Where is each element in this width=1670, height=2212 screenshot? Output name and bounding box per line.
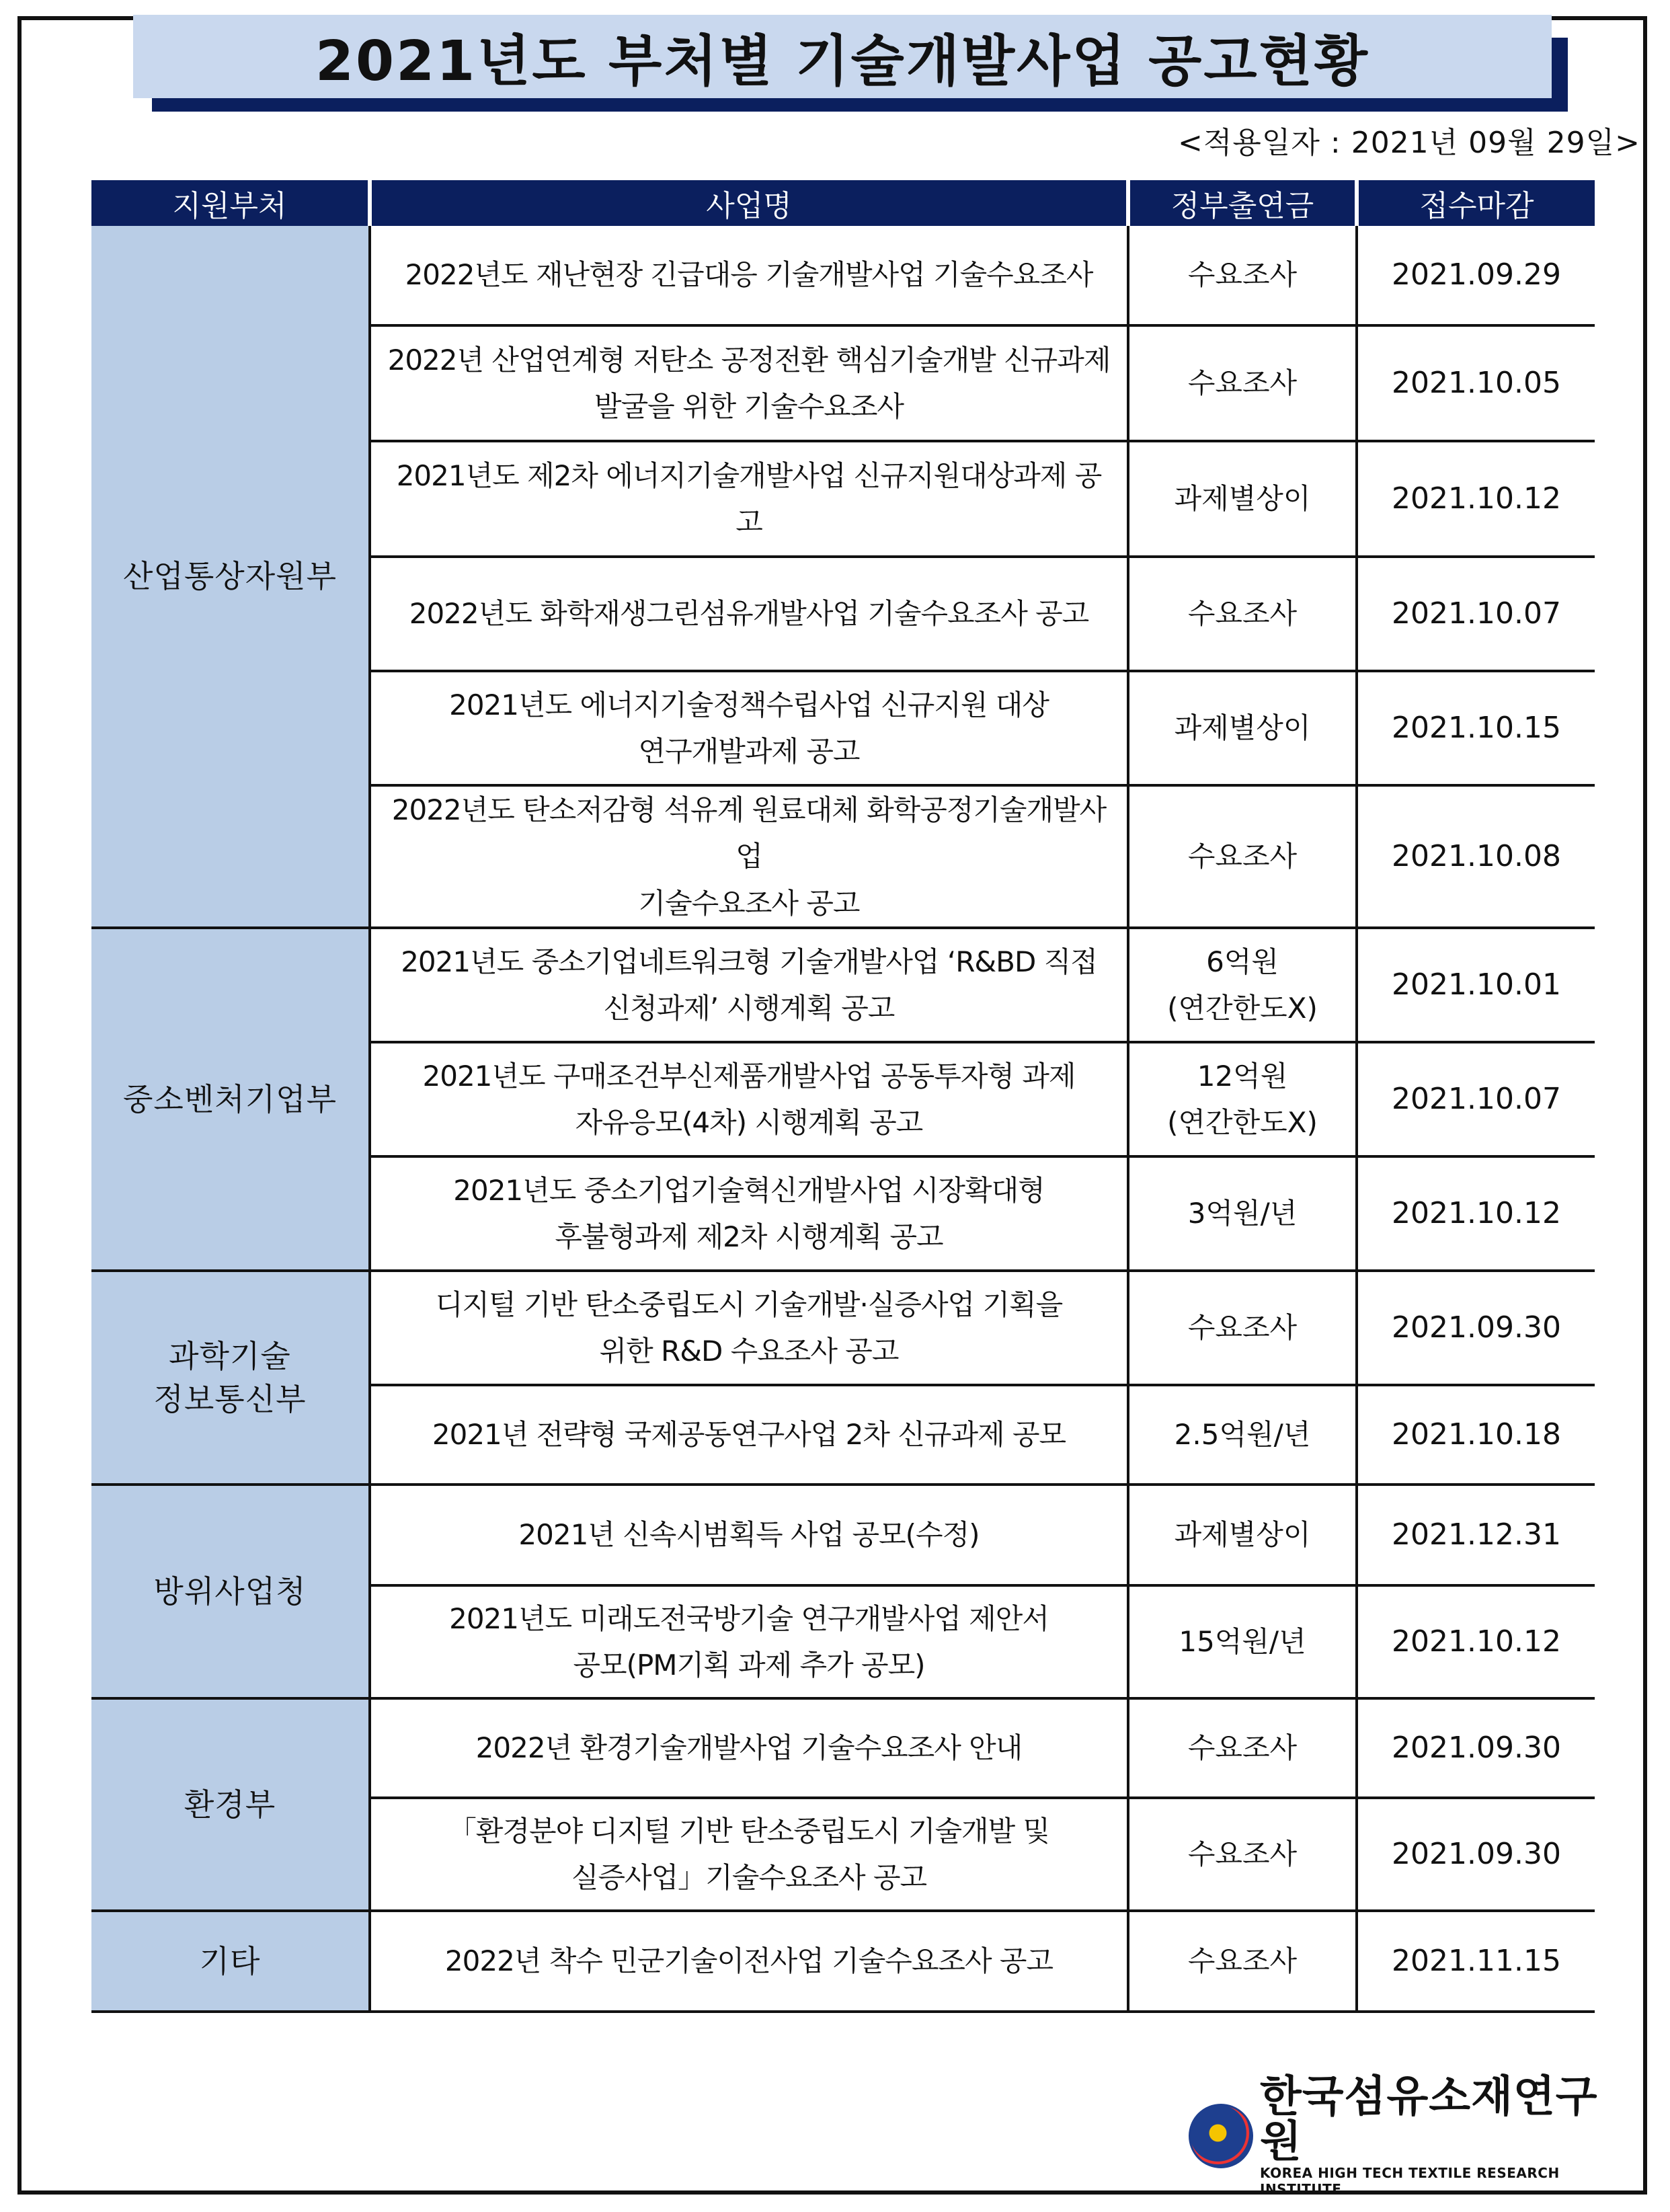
funding-amount: 수요조사 [1128,785,1357,928]
dept-cell: 중소벤처기업부 [91,928,370,1271]
funding-amount: 수요조사 [1128,1271,1357,1385]
table-row [91,1911,1595,2012]
deadline: 2021.10.05 [1357,325,1595,441]
announcement-table [91,180,1595,2013]
title-banner [133,15,1552,98]
page-title: 2021년도 부처별 기술개발사업 공고현황 [315,29,1370,93]
funding-amount: 과제별상이 [1128,441,1357,557]
funding-amount: 과제별상이 [1128,1485,1357,1585]
project-name: 2021년 신속시범획득 사업 공모(수정) [370,1485,1128,1585]
project-name: 2021년도 미래도전국방기술 연구개발사업 제안서 공모(PM기획 과제 추가 공모) [370,1585,1128,1698]
dept-cell: 방위사업청 [91,1485,370,1698]
deadline: 2021.09.29 [1357,226,1595,325]
deadline: 2021.09.30 [1357,1271,1595,1385]
funding-amount: 3억원/년 [1128,1156,1357,1271]
header-deadline: 접수마감 [1357,180,1595,226]
deadline: 2021.10.07 [1357,1042,1595,1156]
table-header-row [91,180,1595,226]
header-name: 사업명 [370,180,1128,226]
institute-logo [1189,2071,1632,2198]
funding-amount: 수요조사 [1128,1698,1357,1798]
dept-cell: 산업통상자원부 [91,226,370,928]
deadline: 2021.10.07 [1357,557,1595,671]
header-amount: 정부출연금 [1128,180,1357,226]
logo-name-en: KOREA HIGH TECH TEXTILE RESEARCH INSTITUTE [1260,2165,1560,2198]
deadline: 2021.10.15 [1357,671,1595,785]
deadline: 2021.10.12 [1357,441,1595,557]
funding-amount: 2.5억원/년 [1128,1385,1357,1485]
project-name: 2022년도 화학재생그린섬유개발사업 기술수요조사 공고 [370,557,1128,671]
project-name: 「환경분야 디지털 기반 탄소중립도시 기술개발 및 실증사업」기술수요조사 공고 [370,1798,1128,1911]
institute-emblem-icon [1189,2104,1253,2168]
project-name: 2021년도 구매조건부신제품개발사업 공동투자형 과제 자유응모(4차) 시행계획 공고 [370,1042,1128,1156]
table-row [91,928,1595,1042]
funding-amount: 과제별상이 [1128,671,1357,785]
deadline: 2021.12.31 [1357,1485,1595,1585]
table-row [91,1698,1595,1798]
logo-text [1260,2071,1632,2198]
deadline: 2021.10.01 [1357,928,1595,1042]
deadline: 2021.10.12 [1357,1156,1595,1271]
funding-amount: 수요조사 [1128,1911,1357,2012]
project-name: 2021년도 제2차 에너지기술개발사업 신규지원대상과제 공고 [370,441,1128,557]
project-name: 2022년 산업연계형 저탄소 공정전환 핵심기술개발 신규과제 발굴을 위한 기술수요조사 [370,325,1128,441]
table-row [91,226,1595,325]
project-name: 2022년도 탄소저감형 석유계 원료대체 화학공정기술개발사업 기술수요조사 공고 [370,785,1128,928]
deadline: 2021.09.30 [1357,1798,1595,1911]
project-name: 2022년 환경기술개발사업 기술수요조사 안내 [370,1698,1128,1798]
deadline: 2021.10.12 [1357,1585,1595,1698]
funding-amount: 수요조사 [1128,226,1357,325]
deadline: 2021.10.18 [1357,1385,1595,1485]
header-dept: 지원부처 [91,180,370,226]
table-row [91,1485,1595,1585]
project-name: 2021년도 에너지기술정책수립사업 신규지원 대상 연구개발과제 공고 [370,671,1128,785]
table-row [91,1271,1595,1385]
project-name: 2021년도 중소기업네트워크형 기술개발사업 ‘R&BD 직접 신청과제’ 시행계획 공고 [370,928,1128,1042]
logo-name-ko: 한국섬유소재연구원 [1260,2071,1598,2167]
funding-amount: 수요조사 [1128,325,1357,441]
project-name: 2021년 전략형 국제공동연구사업 2차 신규과제 공모 [370,1385,1128,1485]
funding-amount: 15억원/년 [1128,1585,1357,1698]
dept-cell: 환경부 [91,1698,370,1911]
funding-amount: 12억원 (연간한도X) [1128,1042,1357,1156]
funding-amount: 수요조사 [1128,1798,1357,1911]
funding-amount: 수요조사 [1128,557,1357,671]
deadline: 2021.09.30 [1357,1698,1595,1798]
deadline: 2021.10.08 [1357,785,1595,928]
funding-amount: 6억원 (연간한도X) [1128,928,1357,1042]
project-name: 디지털 기반 탄소중립도시 기술개발·실증사업 기획을 위한 R&D 수요조사 공고 [370,1271,1128,1385]
project-name: 2022년도 재난현장 긴급대응 기술개발사업 기술수요조사 [370,226,1128,325]
dept-cell: 과학기술 정보통신부 [91,1271,370,1485]
deadline: 2021.11.15 [1357,1911,1595,2012]
project-name: 2021년도 중소기업기술혁신개발사업 시장확대형 후불형과제 제2차 시행계획 공고 [370,1156,1128,1271]
project-name: 2022년 착수 민군기술이전사업 기술수요조사 공고 [370,1911,1128,2012]
dept-cell: 기타 [91,1911,370,2012]
effective-date: <적용일자 : 2021년 09월 29일> [1178,126,1640,160]
